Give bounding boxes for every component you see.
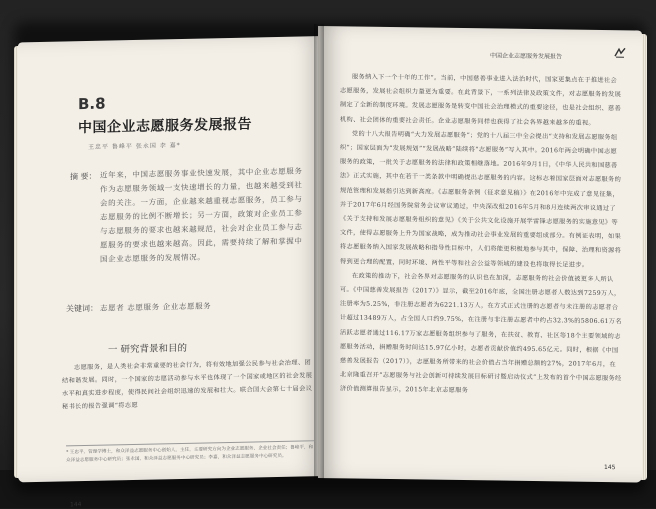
chapter-authors: 王忠平 鲁峰平 张永国 李 嘉* [88, 142, 181, 151]
left-page [18, 36, 324, 509]
right-paragraph: 党的十八大报告明确“大力发展志愿服务”；党的十八届三中全会提出“支持和发展志愿服务组织”；国家层面为“发展规划”“发展战略”陆续将“志愿服务”写入其中。2016年两会明确中国志愿服务的政策，一批关于志愿服务的法律和政策相继落地。2016年9月1日，《中华人民共和国慈善法》正式实施，其中在若干一类条款中明确提出志愿服务的内容。这标志着国家层面对志愿服务的规范管理和发展指引达到新高度。《志愿服务条例（征求意见稿）》在2016年中完成了意见征集，并于2017年6月经国务院常务会议审议通过，中央深改组2016年5月和8月连续两次审议通过了《关于支持和发展志愿服务组织的意见》《关于公共文化设施开展学雷锋志愿服务的实施意见》等文件，使得志愿服务上升为国家战略，成为推动社会事业发展的重要组成部分。有例证表明，如果将志愿服务纳入国家发展战略和指导性目标中，人们将能更积极地参与其中，保障、治理和资源将得到更合理的配置，同时环境、两性平等和社会公益等领域的建设也将取得长足进步。 [340, 130, 622, 269]
keywords-text: 志愿者 志愿服务 企业志愿服务 [100, 301, 212, 313]
right-paragraph: 在政策的推动下，社会各界对志愿服务的认识也在加深，志愿服务的社会价值被更多人所认可。《中国慈善发展报告（2017）》显示，截至2016年底，全国注册志愿者人数达到7259万人，注册率为5.25%，非注册志愿者为6221.13万人，在方式正式注册的志愿者与未注册的志愿者合计超过13489万人，占全国人口约9.75%，在注册与非注册志愿者中约占32.3%的5806.61万名活跃志愿者通过116.17万家志愿服务组织参与了服务，在扶贫、教育、社区等18个主要领域的志愿服务活动，捐赠服务时间达15.97亿小时，志愿者贡献价值约495.65亿元。同时，根据《中国慈善发展报告（2017）》，志愿服务所带来的社会价值占当年捐赠总额的27%，2017年6月，在北京隆重召开“志愿服务与社会创新可持续发展目标研讨暨启动仪式”上发布的首个中国志愿服务经济价值测算报告显示，2015年北京志愿服务 [340, 272, 622, 395]
right-paragraph: 服务纳入下一个十年的工作”。当前，中国慈善事业进入法治时代，国家更集点在于推进社会志愿服务，发展社会组织力量更为重要。在此背景下，一系列法律及政策文件，对志愿服务的发展制定了全新的制度环境。发展志愿服务是转变中国社会治理模式的重要途径，也是社会组织、慈善机构、社会团体的重要社会责任。企业志愿服务同样也获得了社会各界越来越多的重视。 [340, 73, 622, 127]
abstract-text: 近年来，中国志愿服务事业快速发展，其中企业志愿服务作为志愿服务领域一支快速增长的力量，也越来越受到社会的关注。一方面，企业越来越重视志愿服务，员工参与志愿服务的比例不断增长；另一方面，政策对企业员工参与志愿服务的要求也越来越规范，社会对企业员工参与志愿服务的要求也越来越高。因此，需要持续了解和掌握中国企业志愿服务的发展情况。 [100, 166, 303, 264]
right-page [318, 26, 642, 483]
right-body-text [340, 70, 622, 401]
chapter-number: B.8 [78, 94, 106, 114]
running-header: 中国企业志愿服务发展报告 [490, 52, 563, 61]
left-body-text: 志愿服务，是人类社会非常重要的社会行为，将有效地加强公民参与社会治理、团结和谐发展。同时，一个国家的志愿活动参与水平也体现了一个国家或地区的社会发展水平和真实进步程度，使得民间社会组织迅速的发展和壮大。联合国大会第七十届会议秘书长的报告强调“将志愿 [62, 359, 313, 411]
keywords-label: 关键词： [66, 303, 98, 314]
abstract-label: 摘 要： [70, 171, 97, 182]
author-footnote: * 王忠平，管理学博士，和众泽益志愿服务中心创始人，主任，主要研究方向为企业志愿服务、企业社会责任；鲁峰平，和众泽益志愿服务中心研究员；张永国，和众泽益志愿服务中心研究员；李嘉，和众泽益志愿服务中心研究员。 [66, 440, 314, 465]
section-heading: 一 研究背景和目的 [108, 342, 188, 356]
left-page-number: 144 [70, 501, 82, 509]
publisher-logo-icon [614, 47, 626, 58]
book-spine [314, 24, 324, 480]
right-page-number: 145 [604, 463, 616, 472]
chapter-title: 中国企业志愿服务发展报告 [78, 116, 252, 137]
